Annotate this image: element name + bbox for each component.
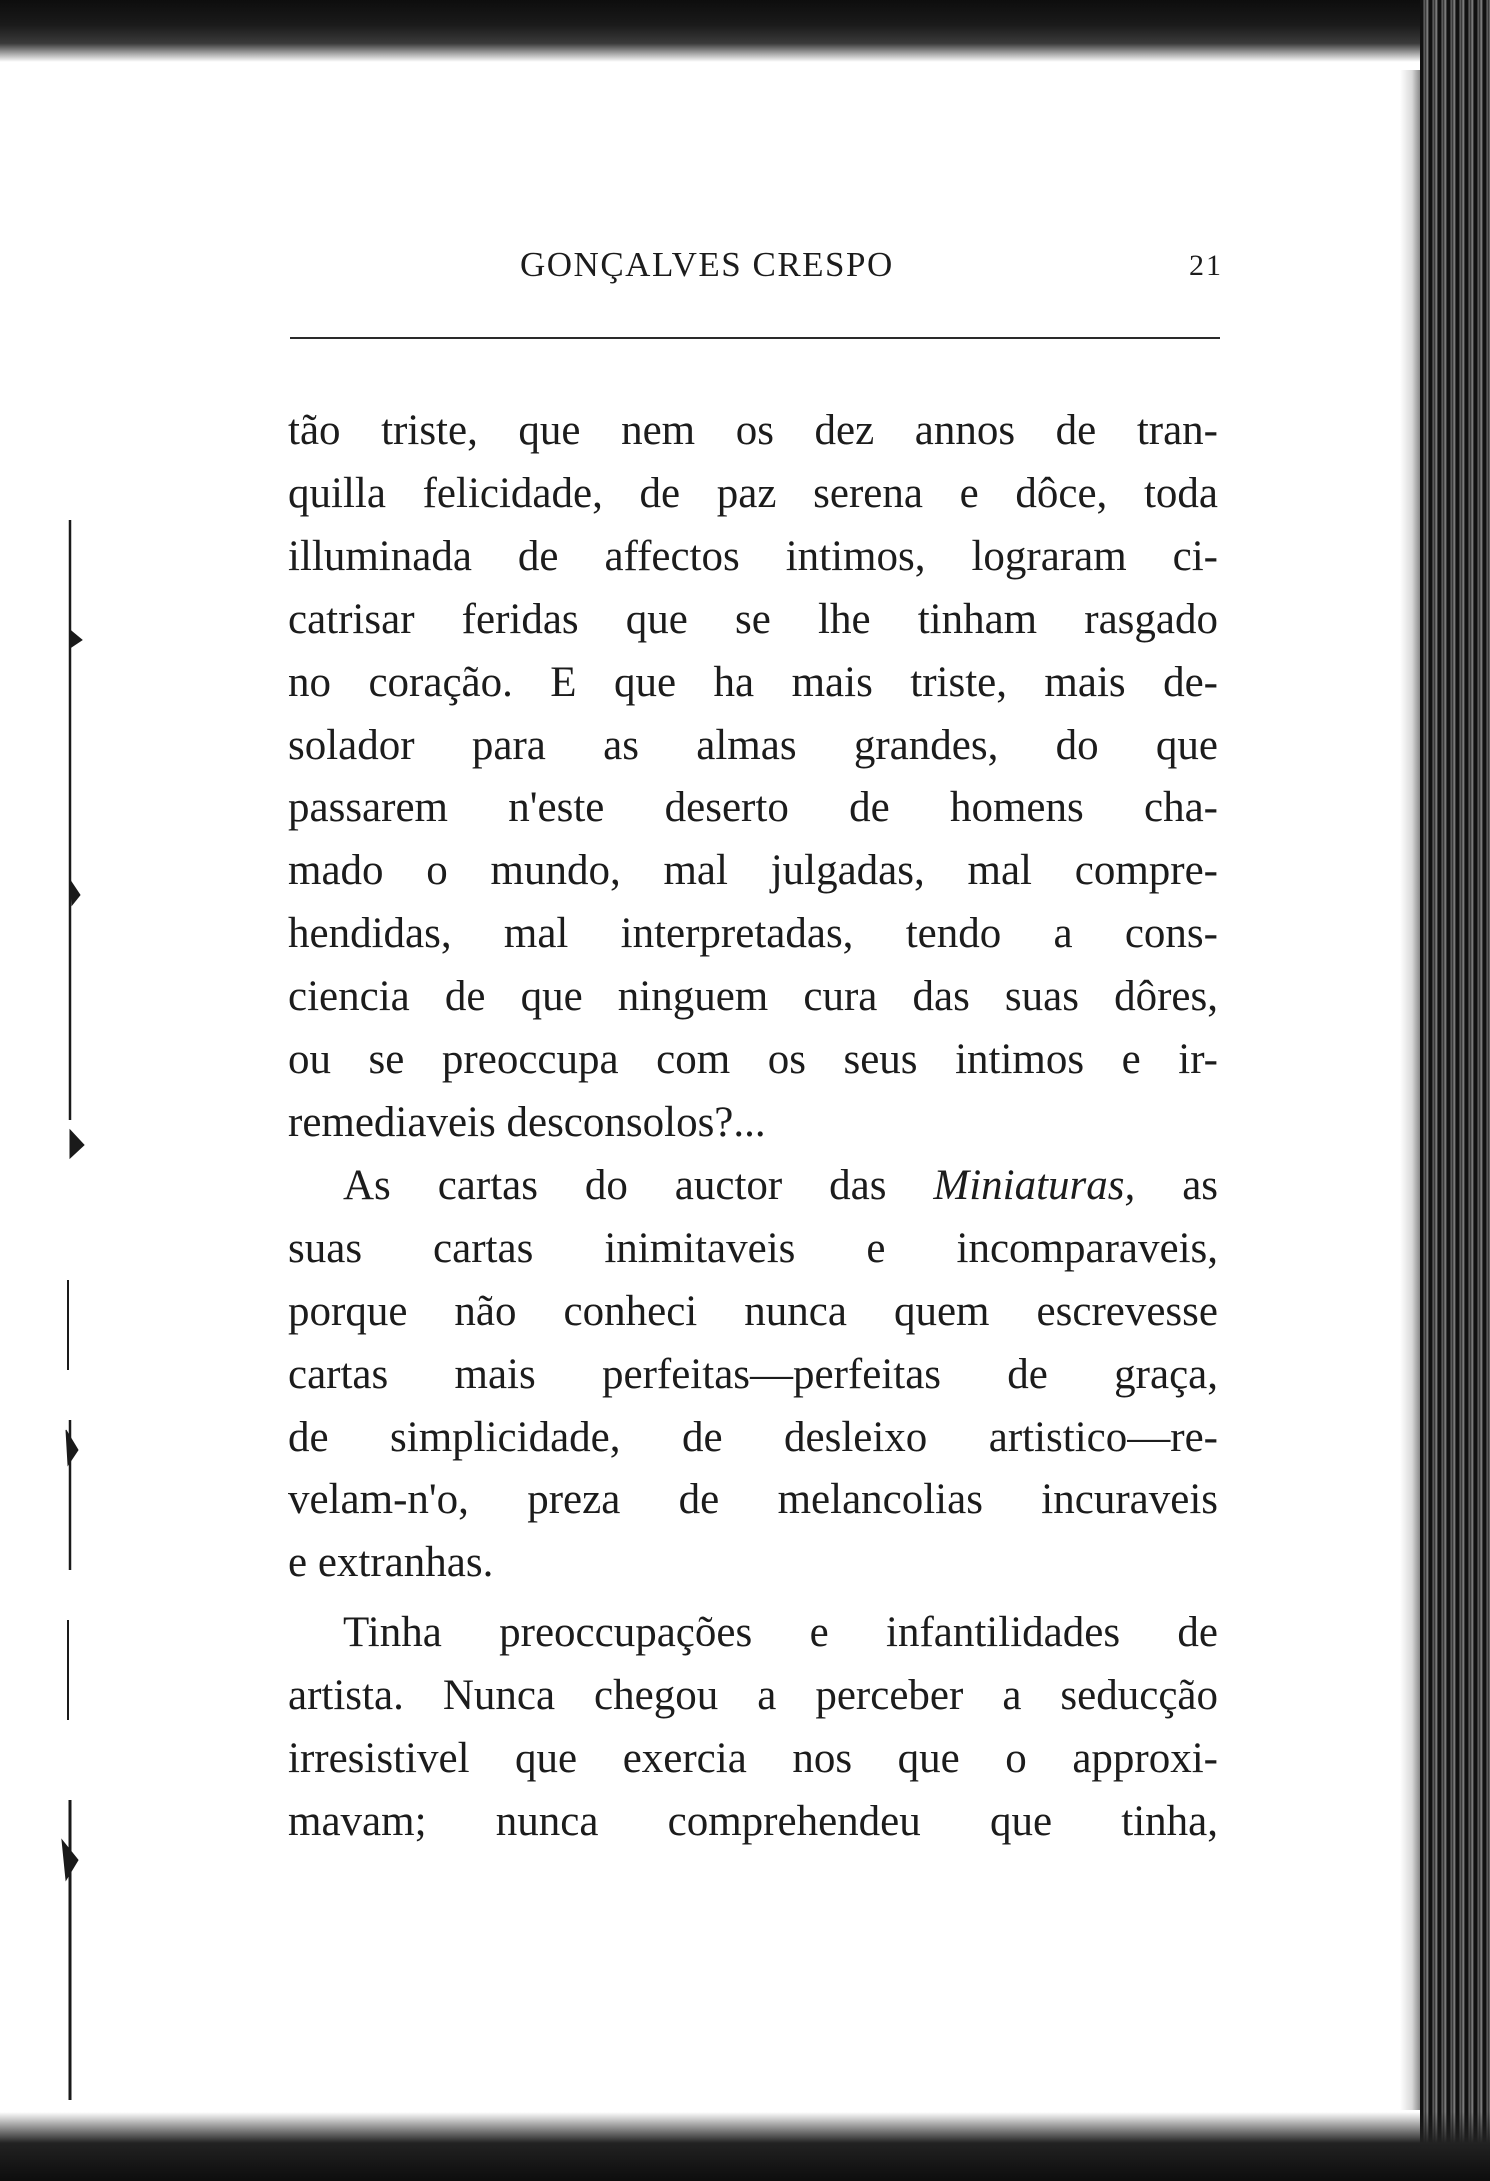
page-edge-shadow <box>1400 70 1420 2110</box>
text-line: solador para as almas grandes, do que <box>288 721 1218 769</box>
text-line: Tinha preoccupações e infantilidades de <box>343 1609 1218 1657</box>
text-line: illuminada de affectos intimos, lograram ci- <box>288 532 1218 580</box>
text-line: cartas mais perfeitas—perfeitas de graça, <box>288 1350 1218 1398</box>
paragraph-1 <box>288 400 1218 1155</box>
text-line: no coração. E que ha mais triste, mais de- <box>288 658 1218 706</box>
text-line: mavam; nunca comprehendeu que tinha, <box>288 1797 1218 1845</box>
text-line: ou se preoccupa com os seus intimos e ir- <box>288 1036 1218 1084</box>
body-text <box>288 400 1218 1854</box>
text-line: porque não conheci nunca quem escrevesse <box>288 1287 1218 1335</box>
page-number: 21 <box>1189 249 1223 282</box>
running-head-title: GONÇALVES CRESPO <box>520 245 894 284</box>
text-segment: as <box>1182 1161 1219 1209</box>
running-header <box>288 245 1223 295</box>
text-line <box>288 1155 1218 1218</box>
text-line: passarem n'este deserto de homens cha- <box>288 784 1218 832</box>
text-line: velam-n'o, preza de melancolias incuraveis <box>288 1476 1218 1524</box>
text-line: remediaveis desconsolos?... <box>288 1098 766 1146</box>
text-line: e extranhas. <box>288 1539 494 1587</box>
scan-right-edge <box>1420 0 1490 2181</box>
binding-margin-marks <box>40 240 100 2120</box>
paragraph-3 <box>288 1602 1218 1854</box>
scan-top-edge <box>0 0 1490 62</box>
text-line: ciencia de que ninguem cura das suas dôres, <box>288 973 1218 1021</box>
text-line: hendidas, mal interpretadas, tendo a cons- <box>288 910 1218 958</box>
text-line: suas cartas inimitaveis e incomparaveis, <box>288 1224 1218 1272</box>
text-line: catrisar feridas que se lhe tinham rasgado <box>288 595 1218 643</box>
header-rule <box>290 337 1220 339</box>
text-line: de simplicidade, de desleixo artistico—re- <box>288 1413 1218 1461</box>
text-line: mado o mundo, mal julgadas, mal compre- <box>288 847 1218 895</box>
text-line: artista. Nunca chegou a perceber a seducção <box>288 1672 1218 1720</box>
paragraph-2 <box>288 1155 1218 1595</box>
text-line: tão triste, que nem os dez annos de tran- <box>288 407 1218 454</box>
text-line: quilla felicidade, de paz serena e dôce, toda <box>288 469 1218 517</box>
paragraph-gap <box>288 1595 1218 1602</box>
book-title-italic: Miniaturas, <box>933 1161 1136 1209</box>
scan-bottom-edge <box>0 2112 1490 2181</box>
text-line: irresistivel que exercia nos que o approxi- <box>288 1735 1218 1783</box>
text-segment: As cartas do auctor das <box>343 1161 887 1209</box>
